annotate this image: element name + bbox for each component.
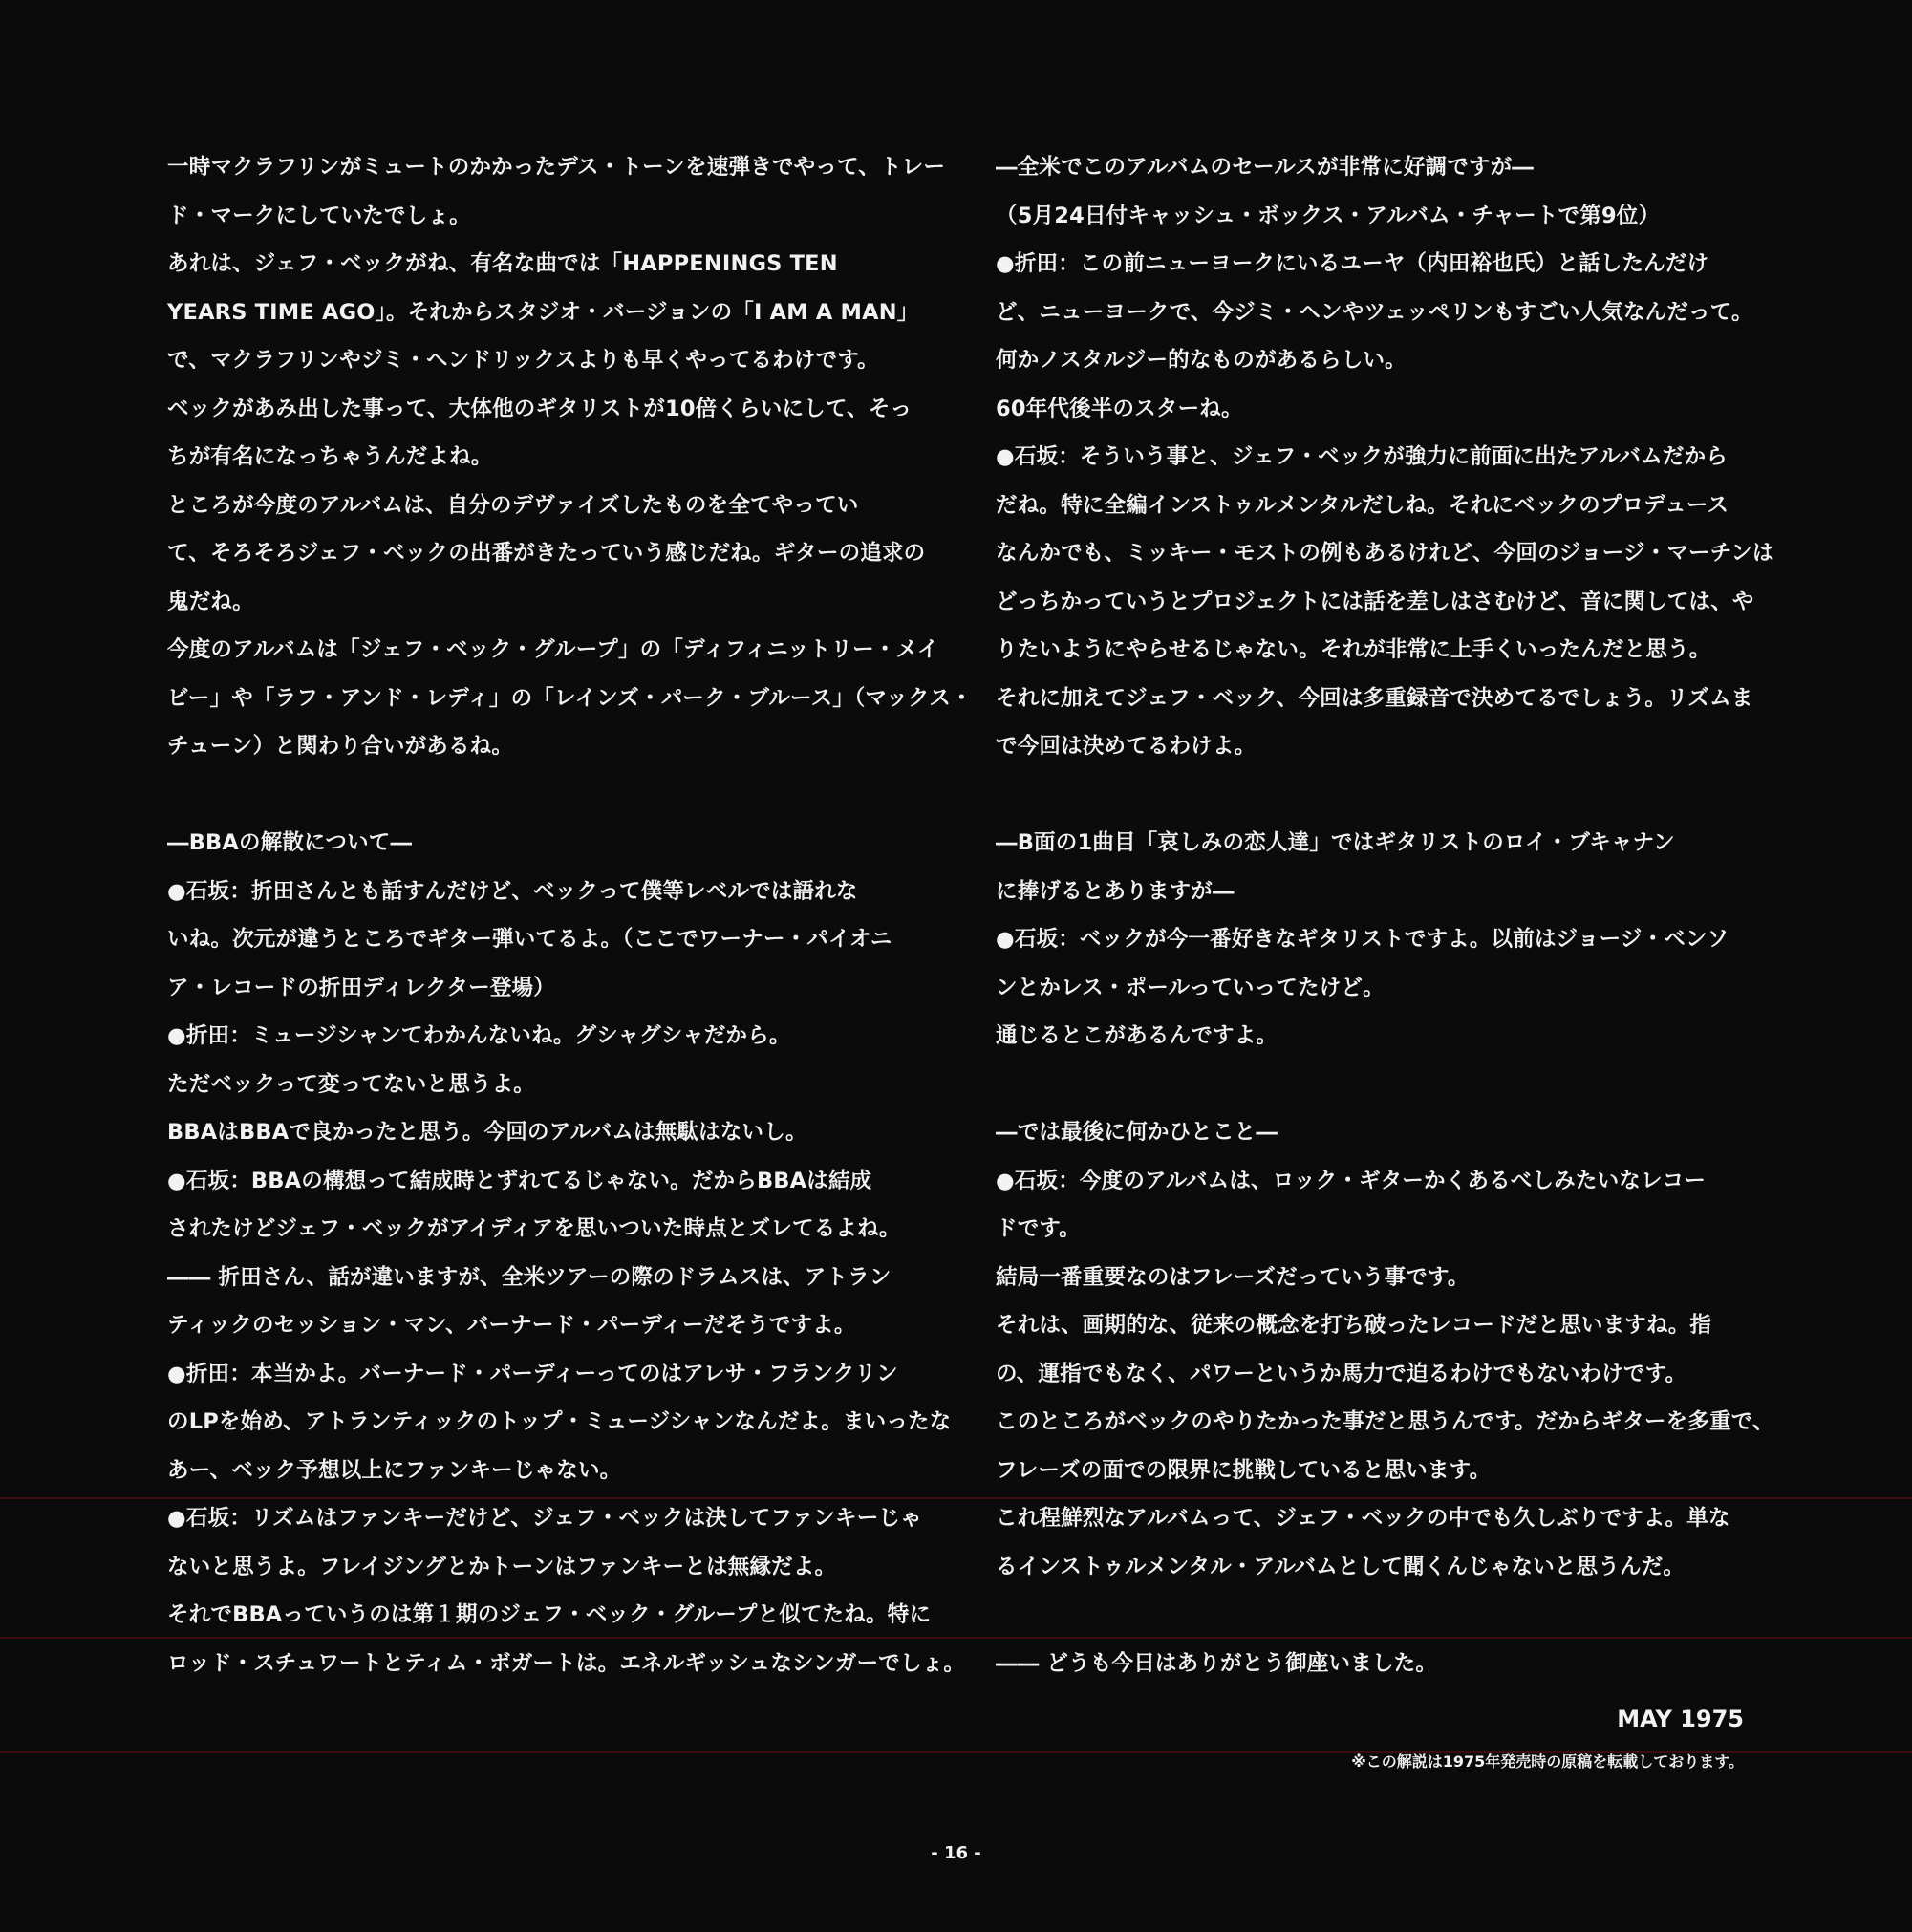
text-line: ●石坂：今度のアルバムは、ロック・ギターかくあるべしみたいなレコー bbox=[996, 1168, 1707, 1193]
text-line: で、マクラフリンやジミ・ヘンドリックスよりも早くやってるわけです。 bbox=[167, 348, 879, 373]
text-line: 何かノスタルジー的なものがあるらしい。 bbox=[996, 348, 1407, 373]
text-line: 今度のアルバムは「ジェフ・ベック・グループ」の「ディフィニットリー・メイ bbox=[167, 637, 939, 662]
text-line: チューン）と関わり合いがあるね。 bbox=[167, 734, 514, 759]
text-line: それでBBAっていうのは第１期のジェフ・ベック・グループと似てたね。特に bbox=[167, 1602, 932, 1627]
section-heading: ―B面の1曲目「哀しみの恋人達」ではギタリストのロイ・ブキャナン bbox=[996, 830, 1675, 855]
text-line: るインストゥルメンタル・アルバムとして聞くんじゃないと思うんだ。 bbox=[996, 1554, 1686, 1579]
text-line: ベックがあみ出した事って、大体他のギタリストが10倍くらいにして、そっ bbox=[167, 396, 913, 421]
text-line: の、運指でもなく、パワーというか馬力で迫るわけでもないわけです。 bbox=[996, 1361, 1687, 1386]
text-line: 一時マクラフリンがミュートのかかったデス・トーンを速弾きでやって、トレー bbox=[167, 155, 946, 180]
text-line: このところがベックのやりたかった事だと思うんです。だからギターを多重で、 bbox=[996, 1409, 1774, 1434]
text-line: BBAはBBAで良かったと思う。今回のアルバムは無駄はないし。 bbox=[167, 1120, 807, 1145]
paragraph-gap bbox=[167, 771, 917, 820]
section-heading: に捧げるとありますが― bbox=[996, 878, 1235, 904]
text-line: ●折田：本当かよ。バーナード・パーディーってのはアレサ・フランクリン bbox=[167, 1361, 898, 1386]
text-line: いね。次元が違うところでギター弾いてるよ。（ここでワーナー・パイオニ bbox=[167, 927, 892, 952]
paragraph-gap bbox=[996, 1061, 1746, 1109]
text-line: 鬼だね。 bbox=[167, 589, 254, 614]
paragraph-gap bbox=[996, 1591, 1746, 1640]
text-line: ドです。 bbox=[996, 1216, 1082, 1241]
page-number: - 16 - bbox=[931, 1843, 981, 1863]
text-line: て、そろそろジェフ・ベックの出番がきたっていう感じだね。ギターの追求の bbox=[167, 541, 926, 566]
text-line: 60年代後半のスターね。 bbox=[996, 396, 1243, 421]
section-heading: ―全米でこのアルバムのセールスが非常に好調ですが― bbox=[996, 155, 1535, 180]
text-line: 結局一番重要なのはフレーズだっていう事です。 bbox=[996, 1264, 1470, 1290]
section-heading: ―BBAの解散について― bbox=[167, 830, 413, 855]
text-line: ちが有名になっちゃうんだよね。 bbox=[167, 444, 493, 469]
text-line: それは、画期的な、従来の概念を打ち破ったレコードだと思いますね。指 bbox=[996, 1313, 1712, 1338]
reprint-note: ※この解説は1975年発売時の原稿を転載しております。 bbox=[1351, 1752, 1744, 1771]
text-line: ただベックって変ってないと思うよ。 bbox=[167, 1071, 536, 1097]
text-line: だね。特に全編インストゥルメンタルだしね。それにベックのプロデュース bbox=[996, 492, 1729, 518]
text-line: ところが今度のアルバムは、自分のデヴァイズしたものを全てやってい bbox=[167, 492, 859, 518]
text-line: ロッド・スチュワートとティム・ボガートは。エネルギッシュなシンガーでしょ。 bbox=[167, 1650, 966, 1676]
text-line: ンとかレス・ポールっていってたけど。 bbox=[996, 975, 1385, 1000]
text-line: ●石坂：リズムはファンキーだけど、ジェフ・ベックは決してファンキーじゃ bbox=[167, 1506, 922, 1531]
text-line: 通じるとこがあるんですよ。 bbox=[996, 1023, 1278, 1048]
text-line: ●石坂：ベックが今一番好きなギタリストですよ。以前はジョージ・ベンソ bbox=[996, 927, 1729, 952]
text-line: ●石坂：BBAの構想って結成時とずれてるじゃない。だからBBAは結成 bbox=[167, 1168, 872, 1193]
text-line: フレーズの面での限界に挑戦していると思います。 bbox=[996, 1457, 1492, 1483]
text-line: で今回は決めてるわけよ。 bbox=[996, 734, 1257, 759]
text-line: あれは、ジェフ・ベックがね、有名な曲では「HAPPENINGS TEN bbox=[167, 251, 838, 276]
text-line: ど、ニューヨークで、今ジミ・ヘンやツェッペリンもすごい人気なんだって。 bbox=[996, 299, 1753, 325]
left-text-column bbox=[167, 143, 973, 1687]
text-line: YEARS TIME AGO」。それからスタジオ・バージョンの「I AM A MAN」 bbox=[167, 299, 919, 325]
text-line: どっちかっていうとプロジェクトには話を差しはさむけど、音に関しては、や bbox=[996, 589, 1754, 614]
text-line: りたいようにやらせるじゃない。それが非常に上手くいったんだと思う。 bbox=[996, 637, 1711, 662]
text-line: ●石坂：そういう事と、ジェフ・ベックが強力に前面に出たアルバムだから bbox=[996, 444, 1729, 469]
paragraph-gap bbox=[996, 771, 1746, 820]
text-line: それに加えてジェフ・ベック、今回は多重録音で決めてるでしょう。リズムま bbox=[996, 685, 1753, 711]
text-line: ド・マークにしていたでしょ。 bbox=[167, 203, 471, 228]
text-line: （5月24日付キャッシュ・ボックス・アルバム・チャートで第9位） bbox=[996, 203, 1661, 228]
text-line: なんかでも、ミッキー・モストの例もあるけれど、今回のジョージ・マーチンは bbox=[996, 541, 1774, 566]
text-line: ―― 折田さん、話が違いますが、全米ツアーの際のドラムスは、アトラン bbox=[167, 1264, 892, 1290]
text-line: ないと思うよ。フレイジングとかトーンはファンキーとは無縁だよ。 bbox=[167, 1554, 837, 1579]
text-line: ●折田：ミュージシャンてわかんないね。グシャグシャだから。 bbox=[167, 1023, 791, 1048]
text-line: ●石坂：折田さんとも話すんだけど、ベックって僕等レベルでは語れな bbox=[167, 878, 858, 904]
text-line: のLPを始め、アトランティックのトップ・ミュージシャンなんだよ。まいったな bbox=[167, 1409, 952, 1434]
closing-line: ―― どうも今日はありがとう御座いました。 bbox=[996, 1650, 1438, 1676]
text-line: ア・レコードの折田ディレクター登場） bbox=[167, 975, 555, 1000]
text-line: されたけどジェフ・ベックがアイディアを思いついた時点とズレてるよね。 bbox=[167, 1216, 901, 1241]
text-line: あー、ベック予想以上にファンキーじゃない。 bbox=[167, 1457, 622, 1483]
article-date: MAY 1975 bbox=[1617, 1706, 1744, 1732]
text-line: これ程鮮烈なアルバムって、ジェフ・ベックの中でも久しぶりですよ。単な bbox=[996, 1506, 1730, 1531]
section-heading: ―では最後に何かひとこと― bbox=[996, 1120, 1278, 1145]
text-line: ●折田：この前ニューヨークにいるユーヤ（内田裕也氏）と話したんだけ bbox=[996, 251, 1709, 276]
right-text-column bbox=[996, 143, 1774, 1687]
text-line: ティックのセッション・マン、バーナード・パーディーだそうですよ。 bbox=[167, 1313, 856, 1338]
text-line: ビー」や「ラフ・アンド・レディ」の「レインズ・パーク・ブルース」（マックス・ bbox=[167, 685, 973, 711]
